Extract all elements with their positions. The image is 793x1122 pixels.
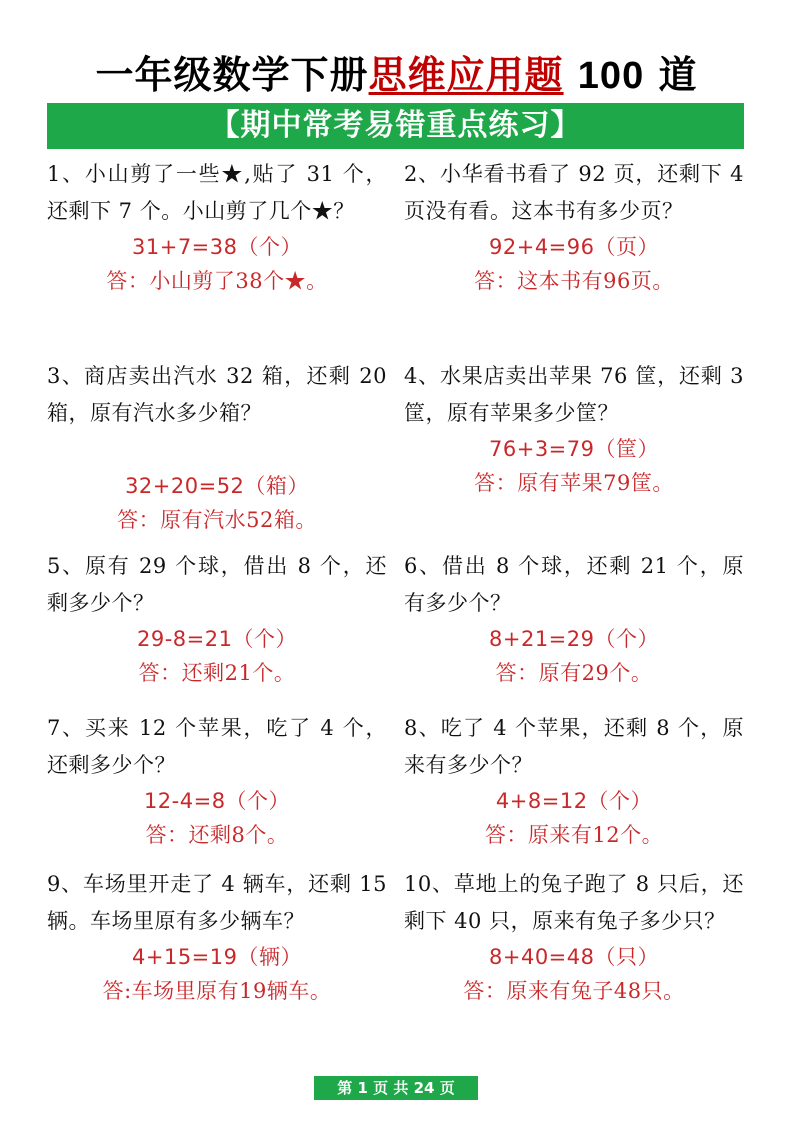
question-8 (404, 710, 744, 852)
question-3 (47, 358, 387, 537)
question-answer: 答：原有苹果79筐。 (474, 471, 674, 495)
question-equation: 4+8=12（个） (495, 789, 653, 813)
question-text: 7、买来 12 个苹果，吃了 4 个，还剩多少个？ (47, 716, 387, 777)
question-text: 6、借出 8 个球，还剩 21 个，原有多少个？ (404, 554, 744, 615)
title-suffix: 道 (658, 52, 698, 97)
question-answer: 答：这本书有96页。 (474, 269, 674, 293)
question-text: 4、水果店卖出苹果 76 筐，还剩 3 筐，原有苹果多少筐？ (404, 364, 744, 425)
question-equation: 8+40=48（只） (489, 945, 659, 969)
question-text: 3、商店卖出汽水 32 箱，还剩 20 箱，原有汽水多少箱？ (47, 364, 387, 425)
question-answer: 答：还剩8个。 (145, 823, 289, 847)
question-answer: 答：原有29个。 (495, 661, 653, 685)
question-7 (47, 710, 387, 852)
subtitle-banner: 【期中常考易错重点练习】 (47, 103, 744, 149)
question-answer: 答：原来有12个。 (484, 823, 664, 847)
question-4 (404, 358, 744, 500)
question-6 (404, 548, 744, 690)
question-equation: 31+7=38（个） (132, 235, 302, 259)
question-equation: 29-8=21（个） (137, 627, 297, 651)
question-text: 9、车场里开走了 4 辆车，还剩 15 辆。车场里原有多少辆车？ (47, 872, 387, 933)
title-highlight: 思维应用题 (368, 52, 564, 97)
title-main: 一年级数学下册 (95, 52, 369, 97)
question-equation: 4+15=19（辆） (132, 945, 302, 969)
question-equation: 12-4=8（个） (143, 789, 291, 813)
question-text: 5、原有 29 个球，借出 8 个，还剩多少个？ (47, 554, 387, 615)
question-9 (47, 866, 387, 1008)
page-title (0, 44, 793, 99)
question-1 (47, 156, 387, 298)
question-text: 8、吃了 4 个苹果，还剩 8 个，原来有多少个？ (404, 716, 744, 777)
question-2 (404, 156, 744, 298)
question-10 (404, 866, 744, 1008)
question-text: 10、草地上的兔子跑了 8 只后，还剩下 40 只，原来有兔子多少只？ (404, 872, 744, 933)
question-text: 2、小华看书看了 92 页，还剩下 4 页没有看。这本书有多少页？ (404, 162, 744, 223)
question-answer: 答：原来有兔子48只。 (463, 979, 685, 1003)
question-answer: 答:车场里原有19辆车。 (102, 979, 332, 1003)
question-answer: 答：原有汽水52箱。 (117, 508, 317, 532)
question-equation: 76+3=79（筐） (489, 437, 659, 461)
question-equation: 8+21=29（个） (489, 627, 659, 651)
question-answer: 答：小山剪了38个★。 (106, 269, 328, 293)
title-count: 100 (577, 55, 645, 97)
question-answer: 答：还剩21个。 (138, 661, 296, 685)
question-text: 1、小山剪了一些★,贴了 31 个，还剩下 7 个。小山剪了几个★？ (47, 162, 387, 223)
page-number-footer: 第 1 页 共 24 页 (314, 1076, 478, 1100)
question-5 (47, 548, 387, 690)
question-equation: 92+4=96（页） (489, 235, 659, 259)
question-equation: 32+20=52（箱） (125, 474, 309, 498)
